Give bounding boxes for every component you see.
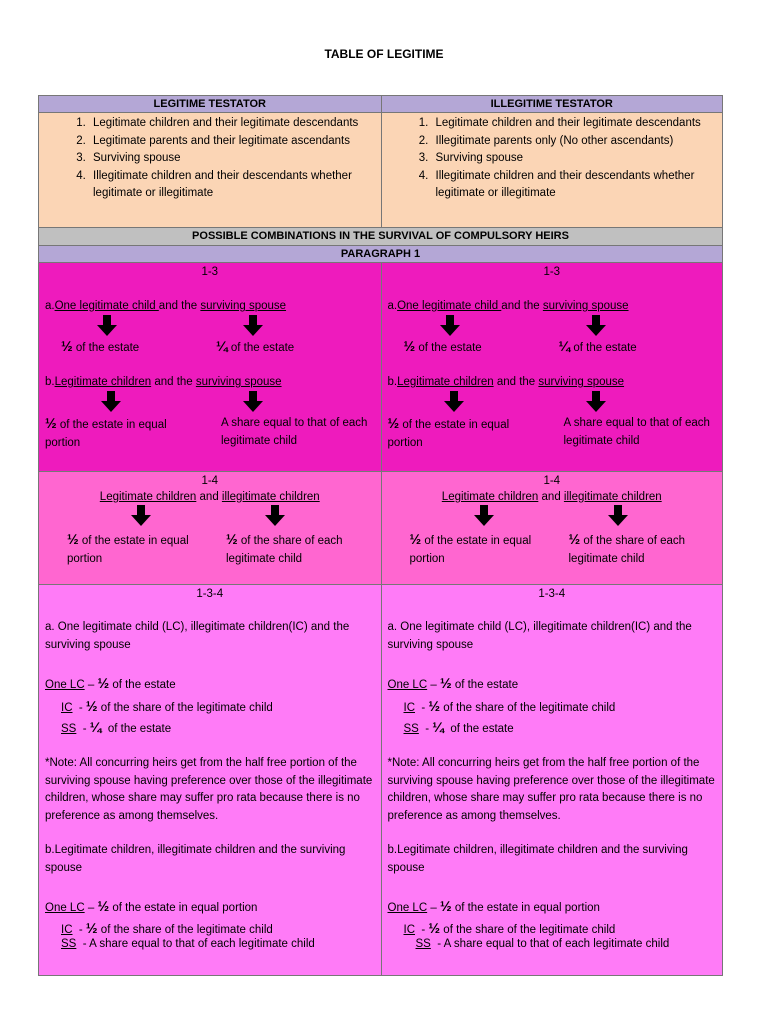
illegit-testator-header: ILLEGITIME TESTATOR xyxy=(381,96,723,112)
illegit-heirs-list xyxy=(382,113,723,203)
share-half-of-legitimate-share xyxy=(226,530,376,568)
share-half-estate xyxy=(61,338,139,354)
list-item: 4. Illegitimate children and their descendants whether legitimate or illegitimate xyxy=(89,168,381,203)
list-item: 1. Legitimate children and their legitimate descendants xyxy=(89,115,381,133)
section-label: 1-3 xyxy=(201,266,219,278)
connector-text: and the xyxy=(501,300,543,312)
share-equal-legitimate-child: A share equal to that of each legitimate child xyxy=(221,417,368,447)
share-row-ic xyxy=(404,698,616,714)
share-equal-legitimate-child: A share equal to that of each legitimate child xyxy=(563,417,710,447)
down-arrow-icon xyxy=(439,315,461,337)
fraction-half: ½ xyxy=(226,531,238,547)
share-text: of the share of each legitimate child xyxy=(568,535,686,565)
heir-legitimate-children: Legitimate children xyxy=(54,376,152,388)
share-text: of the estate in equal portion xyxy=(67,535,189,565)
share-row-ss xyxy=(404,719,514,735)
list-item: 4. Illegitimate children and their descendants whether legitimate or illegitimate xyxy=(432,168,723,203)
section-1-3-4-legit xyxy=(39,585,381,975)
down-arrow-icon xyxy=(607,505,629,527)
share-text: of the estate in equal portion xyxy=(45,419,167,449)
section-1-4-legit xyxy=(39,472,381,584)
case-a-line xyxy=(45,300,286,312)
heir-key: SS xyxy=(61,938,77,950)
separator: - xyxy=(430,938,444,950)
fraction: ½ xyxy=(439,675,452,691)
fraction: ½ xyxy=(97,898,110,914)
heir-legitimate-children: Legitimate children xyxy=(397,376,494,388)
heir-surviving-spouse: surviving spouse xyxy=(542,300,629,312)
case-b-prefix: b. xyxy=(45,376,55,388)
fraction-half: ½ xyxy=(61,338,73,354)
down-arrow-icon xyxy=(100,391,122,413)
list-item: 3. Surviving spouse xyxy=(89,150,381,168)
separator: – xyxy=(427,902,440,914)
case-a-text: a. One legitimate child (LC), illegitimate children(IC) and the surviving spouse xyxy=(387,621,692,651)
share-half-equal-portion xyxy=(45,414,195,452)
section-label: 1-3 xyxy=(543,266,561,278)
case-b-text: b.Legitimate children, illegitimate children and the surviving spouse xyxy=(387,844,688,874)
share-text: A share equal to that of each legitimate child xyxy=(89,938,315,950)
separator: – xyxy=(427,679,440,691)
connector-text: and the xyxy=(151,376,196,388)
connector-text: and xyxy=(538,491,564,503)
down-arrow-icon xyxy=(585,315,607,337)
section-label: 1-3-4 xyxy=(196,588,224,600)
heirs-line xyxy=(382,491,723,503)
fraction: ½ xyxy=(85,698,98,714)
share-row-lc xyxy=(45,898,257,914)
heir-key: IC xyxy=(61,924,73,936)
heir-one-legitimate-child: One legitimate child xyxy=(54,300,159,312)
share-text: of the estate xyxy=(72,342,140,354)
separator: - xyxy=(418,723,433,735)
fraction-half: ½ xyxy=(67,531,79,547)
share-row-lc xyxy=(388,675,519,691)
legit-testator-header: LEGITIME TESTATOR xyxy=(39,96,381,112)
note-text: *Note: All concurring heirs get from the half free portion of the surviving spouse having preference over those of the illegitimate children, whose share may suffer pro rata because there is no preference as among themselves. xyxy=(387,757,715,822)
share-text: of the estate xyxy=(109,679,176,691)
share-half-equal-portion xyxy=(410,530,565,568)
separator: – xyxy=(84,679,98,691)
fraction: ½ xyxy=(428,698,441,714)
paragraph-header: PARAGRAPH 1 xyxy=(39,246,722,262)
share-row-ss xyxy=(61,938,315,950)
share-text: of the estate xyxy=(415,342,482,354)
share-row-ic xyxy=(61,920,273,936)
section-1-3-illegit xyxy=(381,263,723,471)
fraction: ¼ xyxy=(89,719,102,735)
fraction-half: ½ xyxy=(45,415,57,431)
heir-key: SS xyxy=(415,938,431,950)
heir-one-legitimate-child: One legitimate child xyxy=(397,300,502,312)
share-row-ss xyxy=(61,719,171,735)
connector-text: and the xyxy=(493,376,539,388)
note-text: *Note: All concurring heirs get from the half free portion of the surviving spouse having preference over those of the illegitimate children, whose share may suffer pro rata because there is no preference as among themselves. xyxy=(45,757,373,822)
illegit-heirs-cell xyxy=(381,113,723,227)
case-a-text: a. One legitimate child (LC), illegitimate children(IC) and the surviving spouse xyxy=(45,621,350,651)
heir-illegitimate-children: illegitimate children xyxy=(221,491,320,503)
case-b-line xyxy=(388,376,625,388)
share-row-ss xyxy=(416,938,670,950)
heir-surviving-spouse: surviving spouse xyxy=(195,376,282,388)
share-text: of the estate in equal portion xyxy=(451,902,600,914)
separator: - xyxy=(72,924,86,936)
heir-key: One LC xyxy=(387,902,428,914)
heir-surviving-spouse: surviving spouse xyxy=(200,300,287,312)
section-1-3-legit xyxy=(39,263,381,471)
list-item: 2. Legitimate parents and their legitimate ascendants xyxy=(89,133,381,151)
fraction: ¼ xyxy=(432,719,444,735)
section-1-3-row xyxy=(39,263,722,472)
section-1-4-illegit xyxy=(381,472,723,584)
share-half-estate xyxy=(404,338,482,354)
section-label: 1-3-4 xyxy=(538,588,566,600)
share-text: of the estate xyxy=(451,679,519,691)
share-row-ic xyxy=(61,698,273,714)
down-arrow-icon xyxy=(473,505,495,527)
heir-key: SS xyxy=(403,723,419,735)
down-arrow-icon xyxy=(96,315,118,337)
fraction-quarter: ¼ xyxy=(558,338,571,354)
case-b-text: b.Legitimate children, illegitimate children and the surviving spouse xyxy=(45,844,346,874)
share-text: of the estate xyxy=(443,723,514,735)
share-text: of the share of the legitimate child xyxy=(97,702,273,714)
combinations-header: POSSIBLE COMBINATIONS IN THE SURVIVAL OF COMPULSORY HEIRS xyxy=(39,228,722,245)
share-quarter-estate xyxy=(216,338,294,354)
share-text: of the share of each legitimate child xyxy=(226,535,343,565)
share-half-equal-portion xyxy=(67,530,222,568)
fraction-half: ½ xyxy=(387,415,400,431)
share-text: A share equal to that of each legitimate child xyxy=(443,938,670,950)
legit-heirs-list xyxy=(39,113,381,203)
heir-key: IC xyxy=(61,702,73,714)
case-b-prefix: b. xyxy=(387,376,398,388)
share-half-of-legitimate-share xyxy=(569,530,719,568)
combinations-row xyxy=(39,228,722,246)
section-1-4-row xyxy=(39,472,722,585)
list-item: 2. Illegitimate parents only (No other ascendants) xyxy=(432,133,723,151)
case-a-prefix: a. xyxy=(45,300,55,312)
case-b-line xyxy=(45,376,282,388)
share-text: of the estate in equal portion xyxy=(387,419,510,449)
heir-key: IC xyxy=(403,702,415,714)
share-text: of the share of the legitimate child xyxy=(97,924,273,936)
share-quarter-estate xyxy=(559,338,637,354)
share-text: of the estate xyxy=(101,723,172,735)
fraction: ½ xyxy=(428,920,441,936)
separator: - xyxy=(76,723,90,735)
share-text: of the estate in equal portion xyxy=(409,535,532,565)
heir-legitimate-children: Legitimate children xyxy=(441,491,539,503)
fraction-half: ½ xyxy=(409,531,422,547)
down-arrow-icon xyxy=(264,505,286,527)
list-item: 3. Surviving spouse xyxy=(432,150,723,168)
share-row-lc xyxy=(388,898,600,914)
separator: - xyxy=(415,924,429,936)
heir-surviving-spouse: surviving spouse xyxy=(538,376,625,388)
fraction-half: ½ xyxy=(403,338,416,354)
share-row-lc xyxy=(45,675,176,691)
separator: - xyxy=(415,702,429,714)
share-half-equal-portion xyxy=(388,414,538,452)
legitime-table xyxy=(38,95,723,976)
down-arrow-icon xyxy=(443,391,465,413)
heir-key: One LC xyxy=(45,679,85,691)
down-arrow-icon xyxy=(585,391,607,413)
section-label: 1-4 xyxy=(201,475,219,487)
share-text: of the share of the legitimate child xyxy=(440,924,616,936)
testator-header-row xyxy=(39,96,722,113)
heir-key: IC xyxy=(403,924,415,936)
down-arrow-icon xyxy=(242,315,264,337)
fraction-quarter: ¼ xyxy=(216,338,228,354)
separator: - xyxy=(72,702,86,714)
separator: - xyxy=(76,938,90,950)
paragraph-row xyxy=(39,246,722,263)
heir-legitimate-children: Legitimate children xyxy=(99,491,197,503)
section-label: 1-4 xyxy=(543,475,561,487)
share-text: of the estate in equal portion xyxy=(109,902,258,914)
connector-text: and the xyxy=(158,300,201,312)
share-row-ic xyxy=(404,920,616,936)
legit-heirs-cell xyxy=(39,113,381,227)
share-text: of the estate xyxy=(227,342,295,354)
section-1-3-4-row xyxy=(39,585,722,975)
heir-illegitimate-children: illegitimate children xyxy=(563,491,662,503)
heirs-line xyxy=(39,491,381,503)
share-text: of the share of the legitimate child xyxy=(440,702,616,714)
down-arrow-icon xyxy=(130,505,152,527)
fraction: ½ xyxy=(439,898,452,914)
heir-key: One LC xyxy=(45,902,85,914)
heir-key: One LC xyxy=(387,679,428,691)
fraction: ½ xyxy=(97,675,110,691)
heirs-row xyxy=(39,113,722,228)
share-text: of the estate xyxy=(570,342,637,354)
case-a-prefix: a. xyxy=(387,300,398,312)
fraction-half: ½ xyxy=(568,531,581,547)
separator: – xyxy=(84,902,98,914)
case-a-line xyxy=(388,300,629,312)
down-arrow-icon xyxy=(242,391,264,413)
document-title: TABLE OF LEGITIME xyxy=(324,47,444,61)
list-item: 1. Legitimate children and their legitimate descendants xyxy=(432,115,723,133)
connector-text: and xyxy=(196,491,222,503)
heir-key: SS xyxy=(61,723,77,735)
fraction: ½ xyxy=(85,920,98,936)
section-1-3-4-illegit xyxy=(381,585,723,975)
